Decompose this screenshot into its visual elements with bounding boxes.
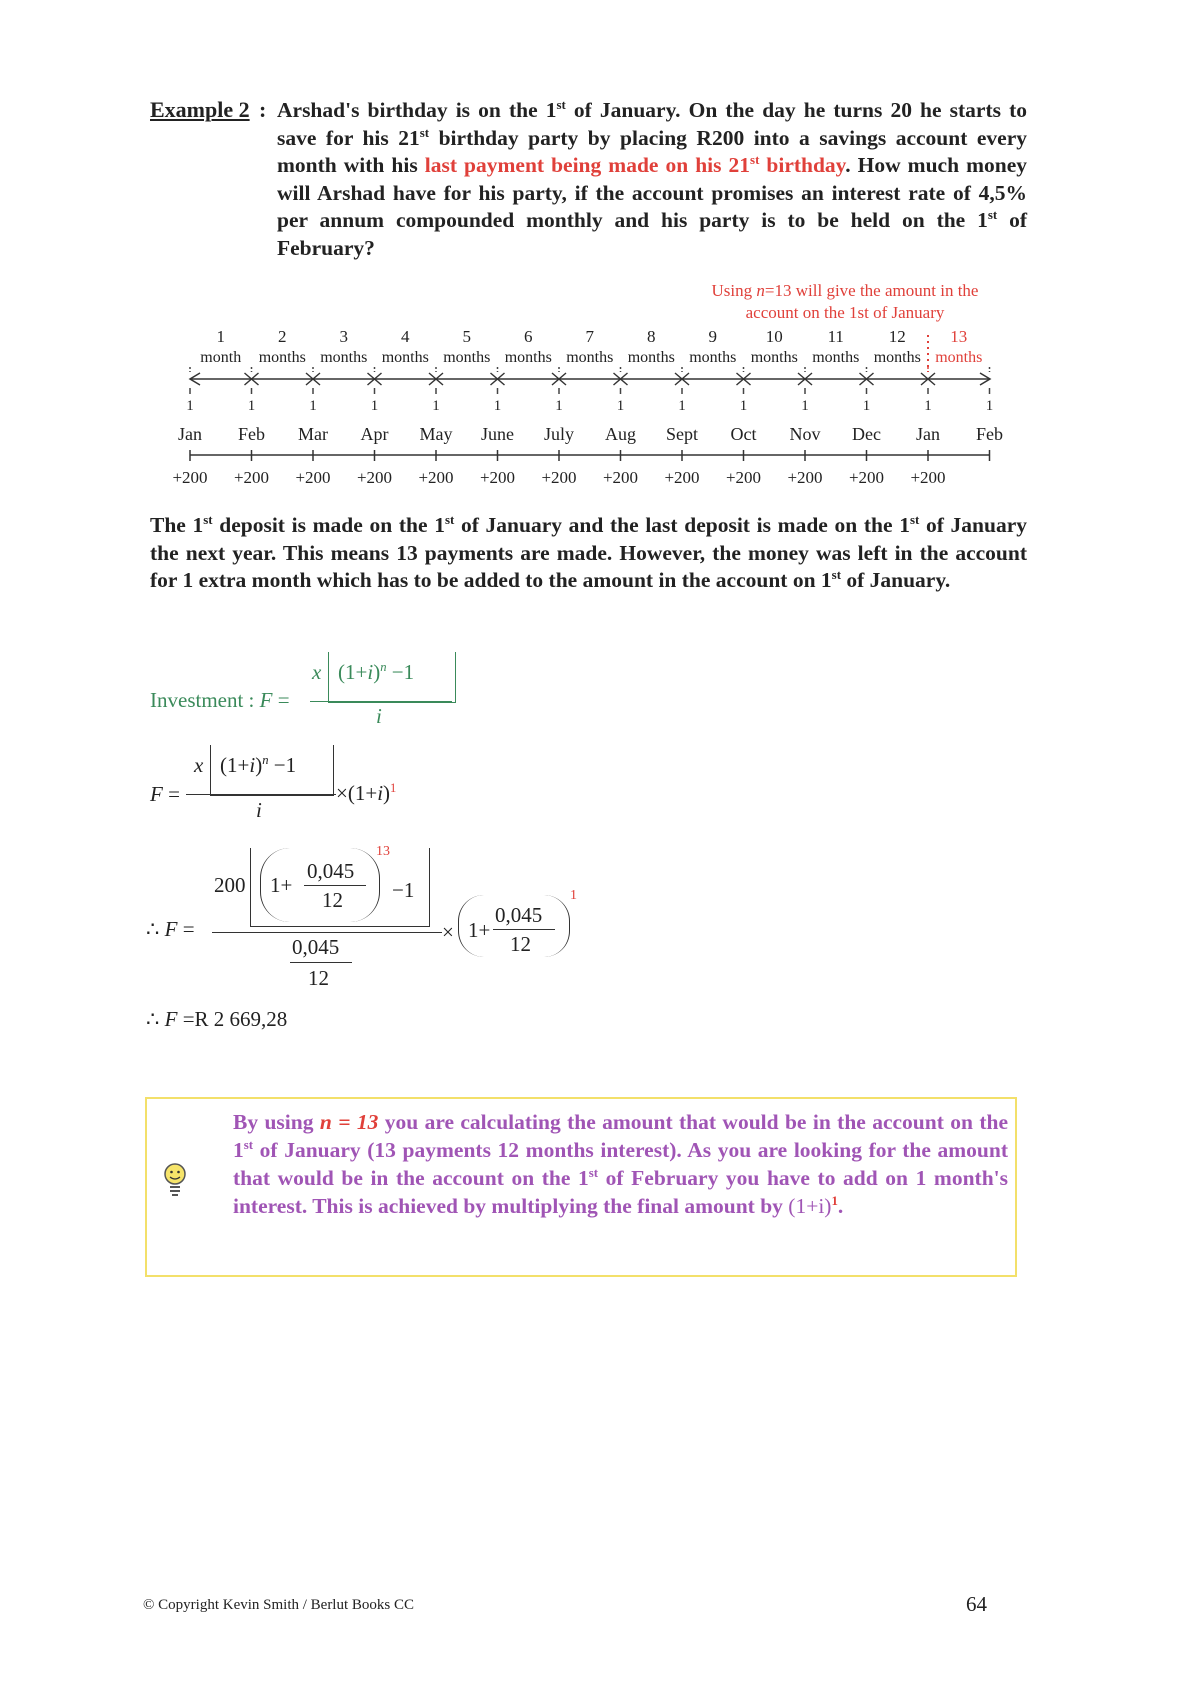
investment-formula: x $(1+i)^n -1$ i <box>310 652 460 732</box>
timeline-first-label: 1 <box>862 398 871 414</box>
timeline-deposit: +200 <box>541 468 577 487</box>
timeline-month-label: July <box>543 424 575 444</box>
timeline-first-label: 1 <box>432 398 440 414</box>
timeline-deposit: +200 <box>848 468 885 487</box>
timeline-note: Using n=13 will give the amount in the account on the 1st of January <box>711 281 979 322</box>
formula3-lhs: ∴ F = <box>146 917 195 941</box>
timeline-month-label: Nov <box>789 424 821 444</box>
timeline-deposit: +200 <box>602 468 639 487</box>
timeline-span-label: months <box>812 349 860 366</box>
timeline-month-label: Mar <box>298 424 328 444</box>
timeline-span-number: 13 <box>950 327 968 346</box>
timeline-span-number: 8 <box>647 327 656 346</box>
timeline-span-label: months <box>320 349 368 366</box>
timeline-first-label: 1 <box>801 398 809 414</box>
timeline-span-label: months <box>873 349 921 366</box>
timeline-span-label: months <box>566 349 614 366</box>
timeline-span-label: months <box>689 349 737 366</box>
timeline-deposit: +200 <box>725 468 762 487</box>
timeline-deposit: +200 <box>787 468 823 487</box>
timeline-span-number: 10 <box>765 327 783 346</box>
timeline-month-label: Sept <box>665 424 699 444</box>
timeline-first-label: 1 <box>309 398 317 414</box>
timeline-deposit: +200 <box>479 468 516 487</box>
timeline-deposit: +200 <box>233 468 270 487</box>
timeline-span-number: 11 <box>827 327 844 346</box>
timeline-deposit: +200 <box>418 468 454 487</box>
formula3: 200 1+ 0,045 12 13 −1 0,045 12 × 1+ 0,045 12 1 <box>214 844 577 990</box>
timeline-month-label: Jan <box>916 424 940 444</box>
timeline-span-number: 2 <box>278 327 287 346</box>
timeline-first-label: 1 <box>739 398 748 414</box>
formula2-lhs: F = <box>150 782 180 806</box>
timeline-span-label: month <box>200 349 242 366</box>
timeline-span-label: months <box>627 349 675 366</box>
timeline-span-label: months <box>258 349 306 366</box>
example-label: Example 2 <box>150 97 250 122</box>
timeline-month-label: Oct <box>730 424 757 444</box>
timeline-first-label: 1 <box>493 398 502 414</box>
timeline-month-label: Feb <box>238 424 265 444</box>
timeline-first-label: 1 <box>247 398 256 414</box>
timeline-span-label: months <box>504 349 552 366</box>
timeline-deposit: +200 <box>172 468 208 487</box>
timeline-month-label: Apr <box>360 424 389 444</box>
timeline <box>0 0 1190 500</box>
investment-label: Investment : F = <box>150 688 290 712</box>
timeline-deposit: +200 <box>356 468 393 487</box>
timeline-deposit: +200 <box>664 468 700 487</box>
explanation-text: The 1st deposit is made on the 1st of January and the last deposit is made on the 1st of January the next year. This means 13 payments are made. However, the money was left in the account for 1 extra month which has to be added to the amount in the account on 1st of January. <box>150 512 1027 592</box>
timeline-span-number: 12 <box>888 327 906 346</box>
timeline-span-number: 4 <box>401 327 410 346</box>
tip-text: By using n = 13 you are calculating the amount that would be in the account on the 1st of January (13 payments 12 months interest). As you are looking for the amount that would be in the account on the 1st of February you have to add on 1 month's interest. This is achieved by multiplying the final amount by $(1+i)^1$. <box>233 1110 1008 1218</box>
timeline-month-label: Jan <box>178 424 202 444</box>
timeline-first-label: 1 <box>985 398 994 414</box>
timeline-month-label: Feb <box>976 424 1003 444</box>
problem-text: Arshad's birthday is on the 1st of January. On the day he turns 20 he starts to save for his 21st birthday party by placing R200 into a savings account every month with his last payment being made on his 21st birthday. How much money will Arshad have for his party, if the account promises an interest rate of 4,5% per annum compounded monthly and his party is to be held on the 1st of February? <box>277 97 1028 260</box>
timeline-span-label: months <box>935 349 983 366</box>
timeline-month-label: Dec <box>852 424 881 444</box>
timeline-month-label: May <box>419 424 453 444</box>
timeline-first-label: 1 <box>678 398 686 414</box>
highlight-text: last payment being made on his 21 <box>424 153 751 177</box>
timeline-span-label: months <box>750 349 798 366</box>
timeline-span-label: months <box>381 349 429 366</box>
timeline-deposit: +200 <box>910 468 946 487</box>
timeline-span-number: 7 <box>585 327 594 346</box>
timeline-span-number: 9 <box>708 327 717 346</box>
example-colon: : <box>259 97 267 122</box>
timeline-span-number: 1 <box>216 327 225 346</box>
lightbulb-icon <box>160 1160 190 1200</box>
timeline-first-label: 1 <box>616 398 625 414</box>
timeline-span-number: 3 <box>339 327 348 346</box>
timeline-span-number: 6 <box>524 327 533 346</box>
timeline-first-label: 1 <box>186 398 194 414</box>
timeline-first-label: 1 <box>370 398 379 414</box>
timeline-month-label: June <box>481 424 514 444</box>
timeline-first-label: 1 <box>555 398 563 414</box>
copyright: © Copyright Kevin Smith / Berlut Books CC <box>143 1597 414 1613</box>
timeline-month-label: Aug <box>605 424 636 444</box>
result: ∴ F =R 2 669,28 <box>146 1007 288 1031</box>
timeline-first-label: 1 <box>924 398 932 414</box>
formula2: x $(1+i)^n -1$ i $\times(1+i)^1$ <box>186 745 446 830</box>
timeline-deposit: +200 <box>295 468 331 487</box>
timeline-span-number: 5 <box>462 327 471 346</box>
page-number: 64 <box>966 1592 987 1616</box>
timeline-span-label: months <box>443 349 491 366</box>
